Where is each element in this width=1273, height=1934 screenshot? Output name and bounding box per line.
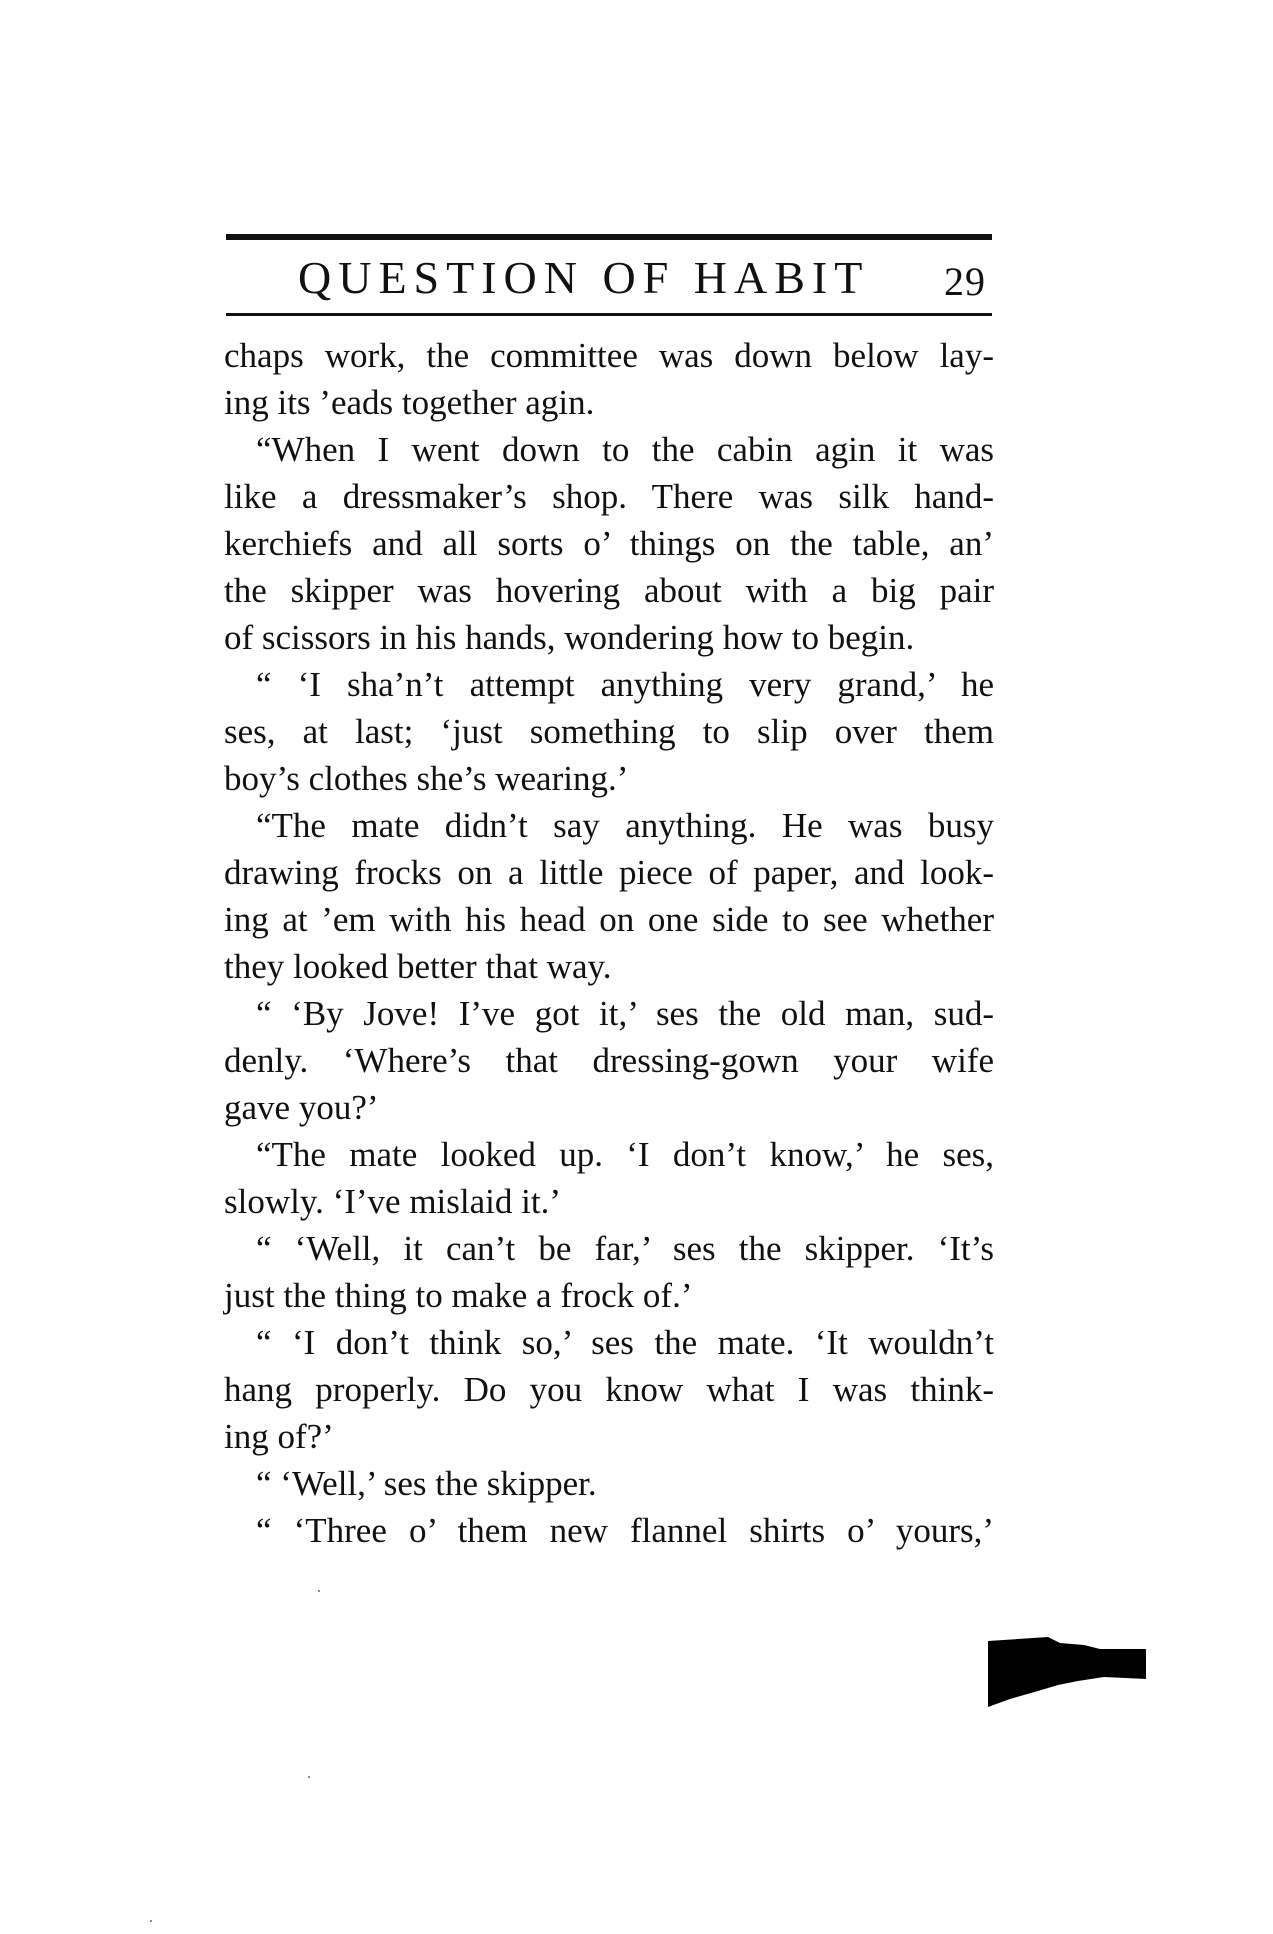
text-line: “ ‘Well,’ ses the skipper. xyxy=(256,1464,597,1503)
text-line: “ ‘Three o’ them new flannel shirts o’ yours,’ xyxy=(256,1511,994,1550)
text-line: drawing frocks on a little piece of paper, and look- xyxy=(224,853,994,892)
ink-blot-mark xyxy=(988,1635,1146,1710)
body-text xyxy=(224,332,994,1554)
text-line: “When I went down to the cabin agin it was xyxy=(256,430,994,469)
text-line: slowly. ‘I’ve mislaid it.’ xyxy=(224,1182,561,1221)
text-line: ing its ’eads together agin. xyxy=(224,383,595,422)
text-line: denly. ‘Where’s that dressing-gown your wife xyxy=(224,1041,994,1080)
text-line: “ ‘Well, it can’t be far,’ ses the skipper. ‘It’s xyxy=(256,1229,994,1268)
text-line: ses, at last; ‘just something to slip over them xyxy=(224,712,994,751)
running-title: QUESTION OF HABIT xyxy=(298,252,870,303)
running-head xyxy=(226,248,992,308)
text-line: boy’s clothes she’s wearing.’ xyxy=(224,759,629,798)
paper-speck xyxy=(150,1920,152,1922)
text-line: just the thing to make a frock of.’ xyxy=(224,1276,693,1315)
text-line: “ ‘I sha’n’t attempt anything very grand,’ he xyxy=(256,665,994,704)
text-line: “ ‘I don’t think so,’ ses the mate. ‘It wouldn’t xyxy=(256,1323,994,1362)
page-number: 29 xyxy=(944,259,986,304)
text-line: “ ‘By Jove! I’ve got it,’ ses the old man, sud- xyxy=(256,994,994,1033)
text-line: chaps work, the committee was down below lay- xyxy=(224,336,994,375)
text-line: “The mate didn’t say anything. He was busy xyxy=(256,806,994,845)
text-line: ing at ’em with his head on one side to see whether xyxy=(224,900,994,939)
text-line: the skipper was hovering about with a big pair xyxy=(224,571,994,610)
text-line: of scissors in his hands, wondering how to begin. xyxy=(224,618,915,657)
text-line: gave you?’ xyxy=(224,1088,379,1127)
text-line: they looked better that way. xyxy=(224,947,612,986)
text-line: “The mate looked up. ‘I don’t know,’ he ses, xyxy=(256,1135,994,1174)
header-bottom-rule xyxy=(226,313,992,316)
text-line: kerchiefs and all sorts o’ things on the table, an’ xyxy=(224,524,994,563)
paper-speck xyxy=(318,1590,320,1592)
text-line: hang properly. Do you know what I was think- xyxy=(224,1370,994,1409)
text-line: ing of?’ xyxy=(224,1417,334,1456)
header-top-rule xyxy=(226,234,992,240)
text-line: like a dressmaker’s shop. There was silk hand- xyxy=(224,477,994,516)
paper-speck xyxy=(308,1776,310,1778)
